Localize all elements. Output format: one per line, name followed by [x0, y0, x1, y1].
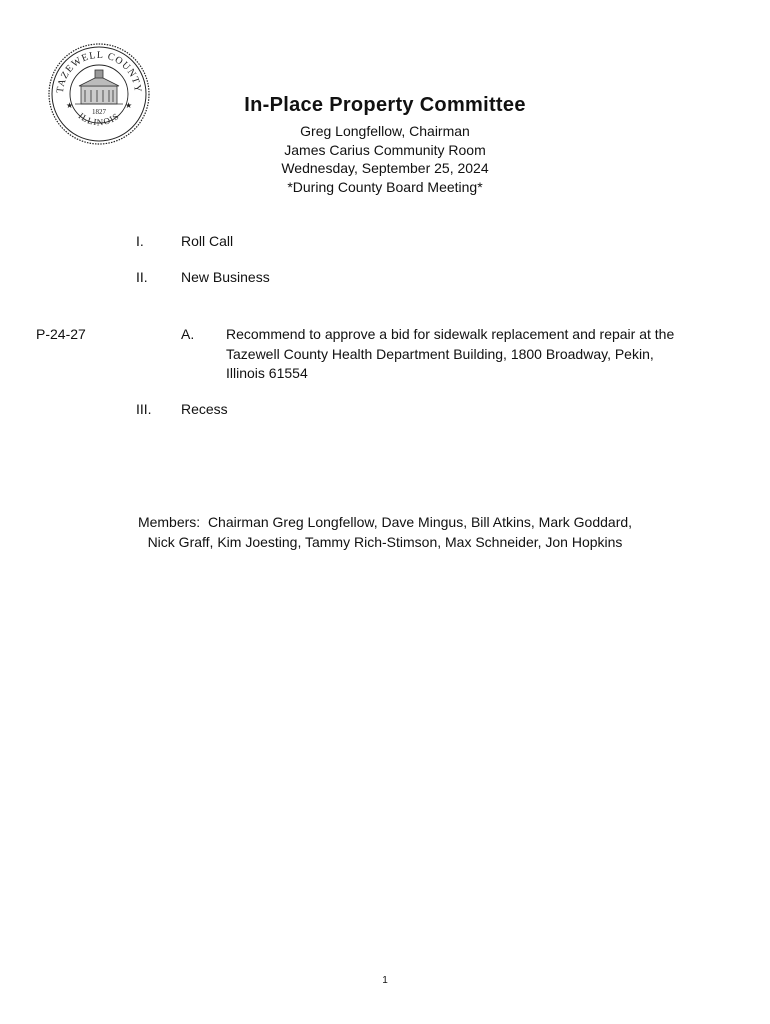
star-icon: ★ [66, 101, 74, 110]
meeting-header [0, 92, 770, 196]
chairman-line: Greg Longfellow, Chairman [300, 123, 470, 139]
seal-top-text: TAZEWELL COUNTY [54, 49, 144, 94]
star-icon: ★ [125, 101, 133, 110]
agenda-item-new-business: New Business [181, 269, 270, 285]
sub-item-letter: A. [181, 326, 195, 342]
item-reference-number: P-24-27 [36, 326, 86, 342]
page-title: In-Place Property Committee [244, 94, 526, 116]
sub-item-description: Recommend to approve a bid for sidewalk replacement and repair at the Tazewell County Health Department Building, 1800 Broadway, Pekin, Illinois 61554 [226, 326, 675, 381]
agenda-numeral-3: III. [136, 401, 152, 417]
date-line: Wednesday, September 25, 2024 [281, 160, 489, 176]
agenda-numeral-2: II. [136, 269, 148, 285]
agenda-item-roll-call: Roll Call [181, 233, 234, 249]
committee-members [0, 512, 770, 552]
page-number: 1 [382, 975, 388, 986]
room-line: James Carius Community Room [284, 141, 486, 158]
seal-bottom-text: ILLINOIS [76, 110, 122, 128]
seal-year: 1827 [92, 108, 106, 116]
meeting-note: *During County Board Meeting* [287, 178, 483, 195]
agenda-numeral-1: I. [136, 233, 144, 249]
members-line-1: Members: Chairman Greg Longfellow, Dave Mingus, Bill Atkins, Mark Goddard, [137, 514, 633, 530]
agenda-item-recess: Recess [181, 401, 228, 417]
members-line-2: Nick Graff, Kim Joesting, Tammy Rich-Stimson, Max Schneider, Jon Hopkins [147, 534, 623, 550]
